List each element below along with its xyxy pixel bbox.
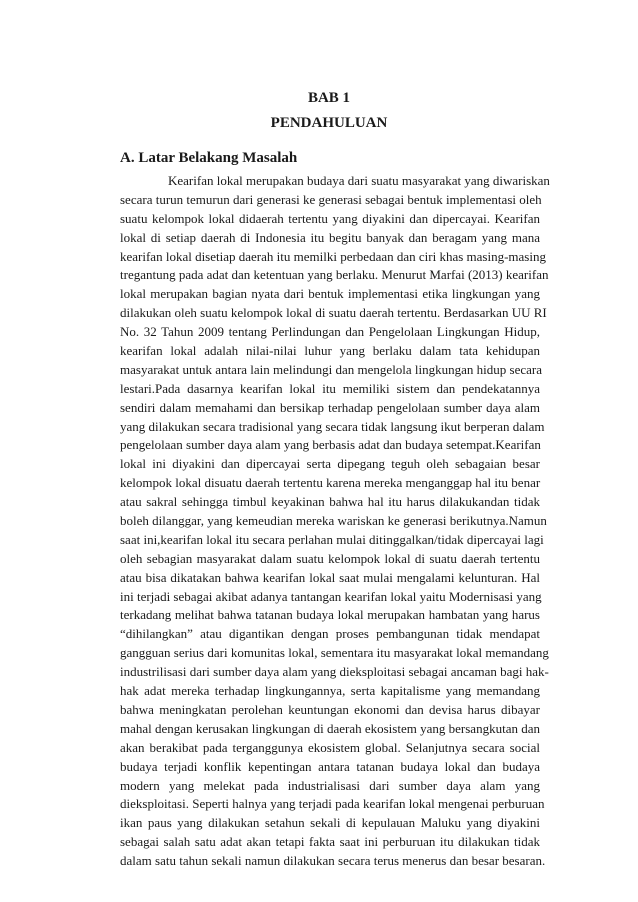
paragraph-line: bahwa meningkatan perolehan keuntungan ekonomi dan devisa harus dibayar: [120, 701, 540, 717]
paragraph-line: suatu kelompok lokal didaerah tertentu yang diyakini dan dipercayai. Kearifan: [120, 210, 540, 226]
paragraph-line: atau sakral sehingga timbul keyakinan bahwa hal itu harus dilakukandan tidak: [120, 494, 540, 510]
paragraph-line: boleh dilanggar, yang kemeudian mereka wariskan ke generasi berikutnya.Namun: [120, 513, 547, 529]
paragraph-line: lokal di setiap daerah di Indonesia itu begitu banyak dan beragam yang mana: [120, 229, 540, 245]
paragraph-line: pengelolaan sumber daya alam yang berbasis adat dan budaya setempat.Kearifan: [120, 437, 541, 453]
paragraph-line: Kearifan lokal merupakan budaya dari suatu masyarakat yang diwariskan: [168, 173, 550, 188]
chapter-title: PENDAHULUAN: [270, 115, 388, 131]
paragraph-line: sebagai salah satu adat akan tetapi fakta saat ini perburuan itu dilakukan tidak: [120, 834, 540, 850]
paragraph-line: atau bisa dikatakan bahwa kearifan lokal saat mulai mengalami kelunturan. Hal: [120, 569, 540, 585]
paragraph-line: industrilisasi dari sumber daya alam yang dieksploitasi sebagai ancaman bagi hak-: [120, 664, 549, 680]
paragraph-line: No. 32 Tahun 2009 tentang Perlindungan dan Pengelolaan Lingkungan Hidup,: [120, 324, 540, 340]
paragraph-line: ini terjadi sebagai akibat adanya tantangan kearifan lokal yaitu Modernisasi yang: [120, 588, 542, 604]
paragraph-line: lestari.Pada dasarnya kearifan lokal itu memiliki sistem dan pendekatannya: [120, 380, 540, 396]
paragraph-line: dalam satu tahun sekali namun dilakukan secara terus menerus dan besar besaran.: [120, 853, 546, 869]
paragraph-line: saat ini,kearifan lokal itu secara perlahan mulai ditinggalkan/tidak dipercayai lagi: [120, 531, 544, 547]
paragraph-line: dieksploitasi. Seperti halnya yang terjadi pada kearifan lokal mengenai perburuan: [120, 796, 545, 812]
paragraph-line: lokal merupakan bagian nyata dari bentuk implementasi etika lingkungan yang: [120, 286, 540, 302]
paragraph-line: tregantung pada adat dan ketentuan yang berlaku. Menurut Marfai (2013) kearifan: [120, 267, 549, 283]
chapter-number: BAB 1: [307, 90, 351, 106]
paragraph-line: lokal ini diyakini dan dipercayai serta dipegang teguh oleh sebagaian besar: [120, 456, 540, 472]
paragraph-line: “dihilangkan” atau digantikan dengan proses pembangunan tidak mendapat: [120, 626, 540, 642]
paragraph-line: kearifan lokal adalah nilai-nilai luhur yang berlaku dalam tata kehidupan: [120, 343, 540, 359]
paragraph-line: mahal dengan kerusakan lingkungan di daerah ekosistem yang bersangkutan dan: [120, 720, 540, 736]
paragraph-line: terkadang melihat bahwa tatanan budaya lokal merupakan hambatan yang harus: [120, 607, 540, 623]
body-paragraph: [120, 172, 550, 871]
paragraph-line: akan berakibat pada terganggunya ekosistem global. Selanjutnya secara social: [120, 739, 540, 755]
paragraph-line: gangguan serius dari komunitas lokal, sementara itu masyarakat lokal memandang: [120, 645, 549, 661]
paragraph-line: hak adat mereka terhadap lingkungannya, serta kapitalisme yang memandang: [120, 683, 540, 699]
section-heading: A. Latar Belakang Masalah: [120, 150, 298, 166]
paragraph-line: secara turun temurun dari generasi ke generasi sebagai bentuk implementasi oleh: [120, 191, 542, 207]
paragraph-line: kearifan lokal disetiap daerah itu memilki perbedaan dan ciri khas masing-masing: [120, 248, 546, 264]
paragraph-line: yang dilakukan secara tradisional yang secara tidak langsung ikut berperan dalam: [120, 418, 545, 434]
paragraph-line: dilakukan oleh suatu kelompok lokal di suatu daerah tertentu. Berdasarkan UU RI: [120, 305, 547, 321]
paragraph-line: modern yang melekat pada industrialisasi dari sumber daya alam yang: [120, 777, 540, 793]
paragraph-line: sendiri dalam memahami dan bersikap terhadap pengelolaan sumber daya alam: [120, 399, 540, 415]
paragraph-line: kelompok lokal disuatu daerah tertentu karena mereka menganggap hal itu benar: [120, 475, 541, 491]
paragraph-line: masyarakat untuk antara lain melindungi dan mengelola lingkungan hidup secara: [120, 361, 543, 377]
paragraph-line: ikan paus yang dilakukan setahun sekali di kepulauan Maluku yang diyakini: [120, 815, 540, 831]
paragraph-line: budaya terjadi konflik kepentingan antara tatanan budaya lokal dan budaya: [120, 758, 540, 774]
paragraph-line: oleh sebagian masyarakat dalam suatu kelompok lokal di suatu daerah tertentu: [120, 550, 540, 566]
